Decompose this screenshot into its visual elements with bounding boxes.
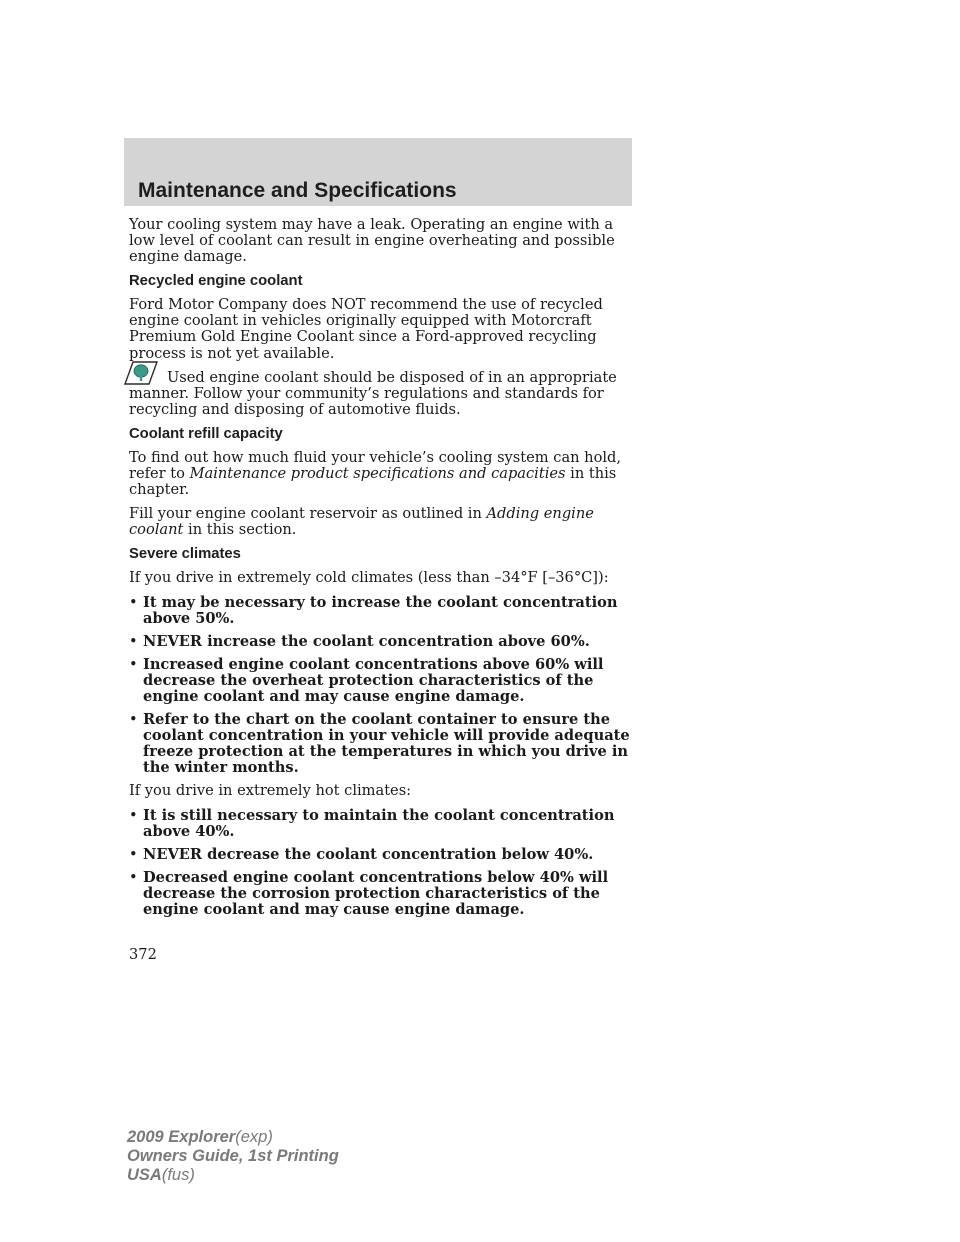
footer-market: USA: [127, 1166, 162, 1184]
paragraph-fill-reservoir: [129, 506, 634, 538]
paragraph-capacity: [129, 450, 634, 498]
capacity-reference: Maintenance product specifications and capacities: [189, 465, 566, 483]
list-item: • Increased engine coolant concentrations above 60% will decrease the overheat protection characteristics of the engine coolant and may cause engine damage.: [129, 655, 604, 705]
footer-model: 2009 Explorer: [127, 1128, 236, 1146]
cold-climate-list: [129, 595, 634, 777]
fill-text-end: in this section.: [188, 521, 297, 539]
page-content: [129, 217, 634, 925]
page-number: 372: [129, 946, 157, 963]
bullet-glyph: •: [129, 868, 138, 886]
section-title: Maintenance and Specifications: [138, 179, 457, 202]
list-item: • It is still necessary to maintain the coolant concentration above 40%.: [129, 806, 615, 840]
print-footer: [127, 1128, 339, 1185]
environment-tree-icon: [123, 360, 159, 386]
footer-model-line: [127, 1128, 339, 1147]
list-item: • It may be necessary to increase the coolant concentration above 50%.: [129, 593, 618, 627]
bullet-glyph: •: [129, 845, 138, 863]
paragraph-hot-intro: If you drive in extremely hot climates:: [129, 782, 412, 800]
paragraph-disposal-text: Used engine coolant should be disposed of in an appropriate manner. Follow your community’s regulations and standards for recycling and disposing of automotive fluids.: [129, 368, 617, 418]
heading-recycled-coolant: Recycled engine coolant: [129, 273, 303, 290]
paragraph-leak: Your cooling system may have a leak. Operating an engine with a low level of coolant can result in engine overheating and possible engine damage.: [129, 216, 615, 266]
bullet-glyph: •: [129, 806, 138, 824]
list-item: • Refer to the chart on the coolant container to ensure the coolant concentration in your vehicle will provide adequate freeze protection at the temperatures in which you drive in the winter months.: [129, 711, 630, 777]
footer-market-code: (fus): [161, 1166, 195, 1184]
footer-guide: Owners Guide, 1st Printing: [127, 1147, 339, 1165]
list-item: • NEVER increase the coolant concentration above 60%.: [129, 632, 590, 650]
list-item: • NEVER decrease the coolant concentration below 40%.: [129, 845, 594, 863]
footer-model-code: (exp): [235, 1128, 273, 1146]
section-header-band: [124, 138, 632, 206]
paragraph-cold-intro: If you drive in extremely cold climates (less than –34°F [–36°C]):: [129, 569, 609, 587]
bullet-glyph: •: [129, 711, 138, 729]
heading-refill-capacity: Coolant refill capacity: [129, 425, 283, 442]
fill-reference: Adding engine coolant: [129, 505, 594, 539]
fill-text-start: Fill your engine coolant reservoir as outlined in: [129, 505, 482, 523]
paragraph-recycled-coolant: Ford Motor Company does NOT recommend the use of recycled engine coolant in vehicles originally equipped with Motorcraft Premium Gold Engine Coolant since a Ford-approved recycling process is not yet available.: [129, 296, 603, 362]
hot-climate-list: [129, 808, 634, 919]
capacity-text-start: To find out how much fluid your vehicle’s cooling system can hold, refer to: [129, 448, 622, 483]
bullet-glyph: •: [129, 632, 138, 650]
list-item: • Decreased engine coolant concentrations below 40% will decrease the corrosion protection characteristics of the engine coolant and may cause engine damage.: [129, 868, 609, 918]
capacity-text-end: in this chapter.: [129, 465, 617, 499]
bullet-glyph: •: [129, 593, 138, 611]
footer-market-line: [127, 1166, 339, 1185]
bullet-glyph: •: [129, 655, 138, 673]
heading-severe-climates: Severe climates: [129, 546, 241, 563]
paragraph-disposal: [129, 370, 634, 418]
